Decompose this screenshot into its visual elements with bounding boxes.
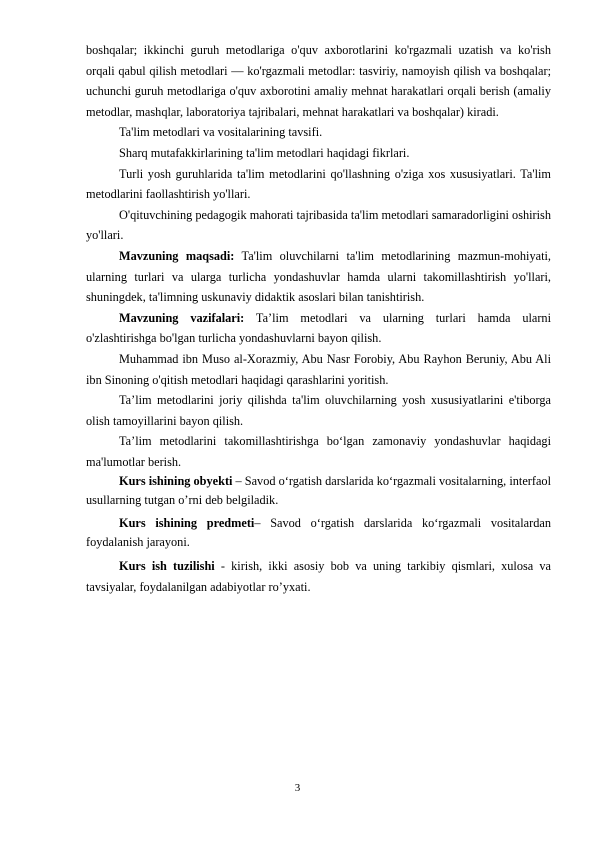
paragraph: Ta'lim metodlari va vositalarining tavsifi. [119, 125, 323, 140]
page-number: 3 [294, 782, 301, 794]
paragraph: Ta’lim metodlarini takomillashtirishga bo‘lgan zamonaviy yondashuvlar haqidagi ma'lumotlar berish. [86, 434, 551, 469]
paragraph: Sharq mutafakkirlarining ta'lim metodlari haqidagi fikrlari. [119, 145, 410, 160]
structure-paragraph: Kurs ish tuzilishi - kirish, ikki asosiy bob va uning tarkibiy qismlari, xulosa va tavsiyalar, foydalanilgan adabiyotlar ro’yxati. [86, 559, 552, 595]
paragraph: Turli yosh guruhlarida ta'lim metodlarini qo'llashning o'ziga xos xususiyatlari. Ta'lim metodlarini faollashtirish yo'llari. [86, 166, 551, 202]
paragraph: Ta’lim metodlarini joriy qilishda ta'lim oluvchilarning yosh xususiyatlarini e'tiborga olish tamoyillarini bayon qilish. [86, 393, 551, 428]
paragraph: Muhammad ibn Muso al-Xorazmiy, Abu Nasr Forobiy, Abu Rayhon Beruniy, Abu Ali ibn Sinoning o'qitish metodlari haqidagi qarashlarini yoritish. [86, 351, 551, 387]
tasks-paragraph: Mavzuning vazifalari: Ta’lim metodlari va ularning turlari hamda ularni o'zlashtirishga bo'lgan turlicha yondashuvlarni bayon qilish. [86, 310, 552, 346]
paragraph: boshqalar; ikkinchi guruh metodlariga o'quv axborotlarini ko'rgazmali uzatish va ko'rish orqali qabul qilish metodlari — ko'rgazmali metodlar: tasviriy, namoyish qilish va boshqalar; uchunchi guruh metodlariga o'quv axborotini amaliy mehnat harakatlari orqali berish (amaliy metodlar, mashqlar, laboratoriya tajribalari, mehnat harakatlari va boshqalar) kiradi. [86, 43, 551, 119]
object-paragraph: Kurs ishining obyekti – Savod o‘rgatish darslarida ko‘rgazmali vositalarning, interfaol usullarning tutgan o’rni deb belgiladik. [86, 474, 551, 508]
subject-paragraph: Kurs ishining predmeti– Savod o‘rgatish darslarida ko‘rgazmali vositalardan foydalanish jarayoni. [86, 516, 551, 550]
paragraph: O'qituvchining pedagogik mahorati tajribasida ta'lim metodlari samaradorligini oshirish yo'llari. [86, 207, 551, 243]
document-body [86, 40, 551, 598]
goal-paragraph: Mavzuning maqsadi: Ta'lim oluvchilarni ta'lim metodlarining mazmun-mohiyati, ularning turlari va ularga turlicha yondashuvlar hamda ularni takomillashtirish yo'llari, shuningdek, ta'limning uskunaviy didaktik asoslari bilan tanishtirish. [86, 248, 551, 305]
